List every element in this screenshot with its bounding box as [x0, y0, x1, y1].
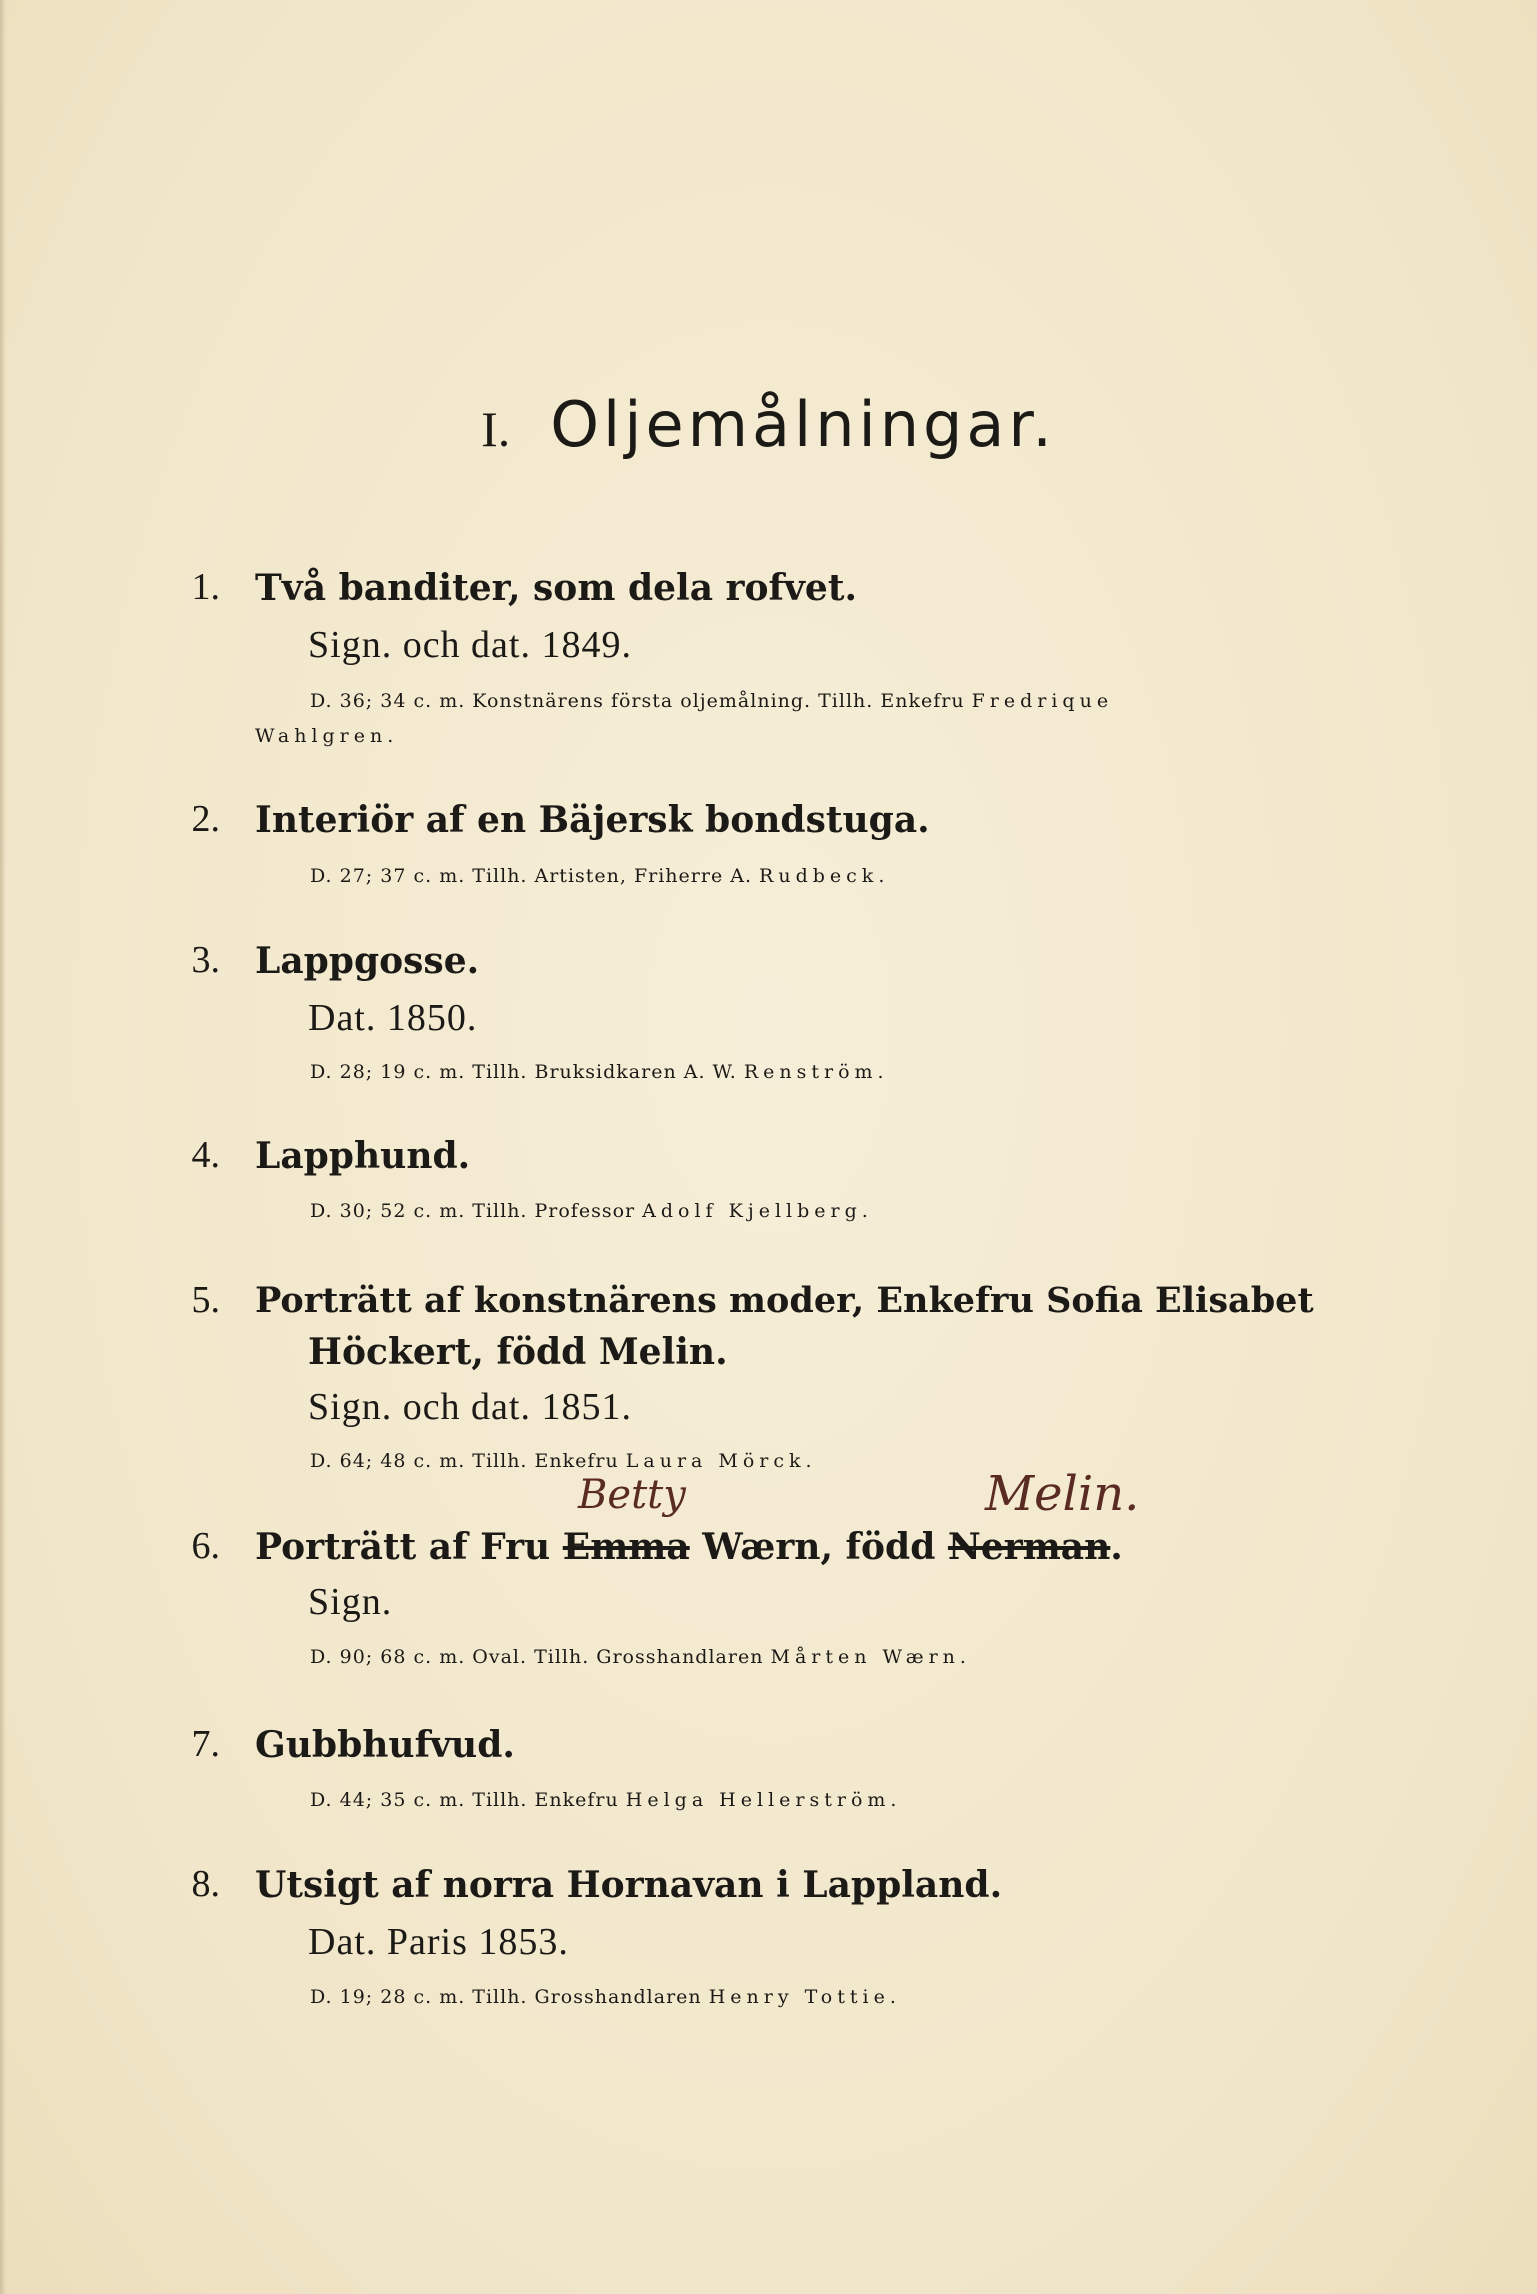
- entry-title: Porträtt af Fru Emma Wærn, född Nerman.: [255, 1526, 1123, 1568]
- entry-number: 6.: [191, 1525, 220, 1567]
- entry-title: Två banditer, som dela rofvet.: [255, 567, 857, 609]
- entry-number: 3.: [191, 939, 220, 981]
- entry-note: D. 27; 37 c. m. Tillh. Artisten, Friherre A. Rudbeck.: [310, 865, 890, 887]
- entry-number: 5.: [191, 1279, 220, 1321]
- page-edge: [0, 0, 6, 2294]
- entry-title: Lappgosse.: [255, 940, 480, 982]
- section-heading: [0, 388, 1537, 461]
- entry-subtitle: Dat. Paris 1853.: [308, 1921, 569, 1963]
- entry-subtitle: Sign. och dat. 1849.: [308, 624, 632, 666]
- handwritten-correction-first-name: Betty: [578, 1472, 686, 1518]
- entry-number: 4.: [191, 1134, 220, 1176]
- handwritten-correction-maiden-name: Melin.: [985, 1466, 1140, 1522]
- entry-subtitle: Dat. 1850.: [308, 997, 478, 1039]
- entry-note: D. 36; 34 c. m. Konstnärens första oljemålning. Tillh. Enkefru Fredrique: [310, 690, 1114, 712]
- entry-note: D. 64; 48 c. m. Tillh. Enkefru Laura Mörck.: [310, 1450, 817, 1472]
- entry-title: Gubbhufvud.: [255, 1724, 515, 1766]
- entry-note: D. 90; 68 c. m. Oval. Tillh. Grosshandlaren Mårten Wærn.: [310, 1646, 971, 1668]
- entry-note: D. 28; 19 c. m. Tillh. Bruksidkaren A. W. Renström.: [310, 1061, 889, 1083]
- entry-subtitle: Sign.: [308, 1581, 393, 1623]
- section-title: Oljemålningar.: [550, 388, 1056, 461]
- entry-note: D. 30; 52 c. m. Tillh. Professor Adolf Kjellberg.: [310, 1200, 873, 1222]
- section-number: I.: [481, 401, 511, 457]
- entry-number: 8.: [191, 1863, 220, 1905]
- entry-title: Porträtt af konstnärens moder, Enkefru Sofia Elisabet: [255, 1280, 1314, 1321]
- entry-title: Interiör af en Bäjersk bondstuga.: [255, 799, 930, 841]
- entry-note-continued: Wahlgren.: [255, 725, 399, 747]
- struck-maiden-name: Nerman: [947, 1526, 1111, 1568]
- entry-number: 7.: [191, 1723, 220, 1765]
- entry-title: Lapphund.: [255, 1135, 471, 1177]
- entry-note: D. 44; 35 c. m. Tillh. Enkefru Helga Hellerström.: [310, 1789, 902, 1811]
- entry-note: D. 19; 28 c. m. Tillh. Grosshandlaren Henry Tottie.: [310, 1986, 901, 2008]
- entry-subtitle: Sign. och dat. 1851.: [308, 1386, 632, 1428]
- entry-title: Utsigt af norra Hornavan i Lappland.: [255, 1864, 1003, 1906]
- struck-name: Emma: [562, 1526, 690, 1568]
- entry-number: 1.: [191, 566, 220, 608]
- entry-number: 2.: [191, 798, 220, 840]
- entry-title-continued: Höckert, född Melin.: [308, 1331, 728, 1373]
